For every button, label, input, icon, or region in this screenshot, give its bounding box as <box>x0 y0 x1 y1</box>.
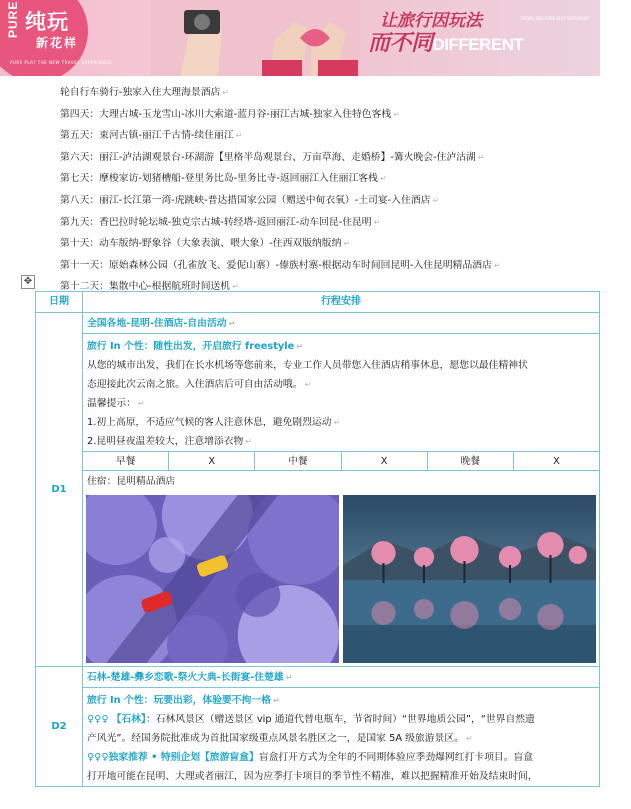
lunch-value: X <box>342 452 428 470</box>
hands-illustration <box>150 0 360 76</box>
dinner-label: 晚餐 <box>428 452 514 470</box>
day-content-d2 <box>83 667 599 786</box>
d1-photos <box>83 492 599 666</box>
d2-personality: 旅行 In 个性：玩要出彩，体验要不拘一格 ↵ <box>87 695 280 706</box>
itinerary-line: 第十二天：集散中心-根据航班时间送机 ↵ <box>60 281 239 293</box>
d1-tip2: 2.昆明昼夜温差较大，注意增添衣物 ↵ <box>87 436 253 447</box>
photo-lake-trees <box>343 495 596 663</box>
itinerary-line: 第八天：丽江-长江第一湾-虎跳峡-普达措国家公园（赠送中甸衣氧）-土司宴-入住酒店 ↵ <box>60 194 440 206</box>
d1-personality: 旅行 In 个性：随性出发，开启旅行 freestyle ↵ <box>87 341 303 352</box>
d1-details <box>83 334 599 451</box>
day-label-d2: D2 <box>36 667 83 786</box>
d1-route: 全国各地-昆明-住酒店-自由活动 ↵ <box>83 313 599 334</box>
d2-line3: ♀♀♀独家推荐 • 特别企划【旅游盲盒】盲盒打开方式为全年的不同期体验应季劲爆网红打卡项目。盲盒 <box>87 752 534 763</box>
itinerary-line: 第十一天：原始森林公园（孔雀放飞、爱伲山寨）-傣族村寨-根据动车时间回昆明-入住昆明精品酒店 ↵ <box>60 259 501 271</box>
d2-details <box>83 688 599 786</box>
brand-title: 纯玩 <box>25 10 69 34</box>
lunch-label: 中餐 <box>255 452 341 470</box>
itinerary-line: 第十天：动车版纳-野象谷（大象表演、喂大象）-住西双版纳版纳 ↵ <box>60 238 351 250</box>
itinerary-line: 第五天：束河古镇-丽江千古情-续住丽江 ↵ <box>60 130 243 142</box>
d1-desc-line1: 从您的城市出发，我们在长水机场等您前来，专业工作人员带您入住酒店稍事休息，愿您以最佳精神状 <box>87 360 528 371</box>
d1-meals-row <box>83 451 599 471</box>
itinerary-line: 第四天：大理古城-玉龙雪山-冰川大索道-蓝月谷-丽江古城-独家入住特色客栈 ↵ <box>60 108 400 120</box>
d1-lodging: 住宿：昆明精品酒店 <box>87 476 176 487</box>
day-content-d1 <box>83 313 599 666</box>
d2-line4: 打开地可能在昆明、大理或者丽江，因为应季打卡项目的季节性不精准，难以把握精准开始及结束时间， <box>87 771 538 782</box>
ad-caption: TRAVEL BECAUSE PLAY DIFFERENT <box>520 16 590 21</box>
itinerary-line: 轮自行车骑行-独家入住大理海景酒店 ↵ <box>60 87 229 98</box>
table-header-row <box>36 292 599 313</box>
brand-subtitle: 新花样 <box>36 36 79 50</box>
day-label-d1: D1 <box>36 313 83 666</box>
ad-slogan-cn: 而不同 <box>368 31 433 56</box>
header-date: 日期 <box>36 292 83 312</box>
d1-desc-line2: 态迎接此次云南之旅。入住酒店后可自由活动哦。 ↵ <box>87 379 312 390</box>
itinerary-line: 第七天：摩梭家访-划猪槽船-登里务比岛-里务比寺-返回丽江入住丽江客栈 ↵ <box>60 173 387 185</box>
header-banner <box>0 0 600 76</box>
itinerary-line: 第六天：丽江-泸沽湖观景台-环湖游【里格半岛观景台、万亩草海、走婚桥】-篝火晚会-住泸沽湖 ↵ <box>60 151 485 163</box>
d1-tip-title: 温馨提示： ↵ <box>87 398 145 409</box>
day-row-d2 <box>36 667 599 786</box>
day-row-d1 <box>36 313 599 667</box>
schedule-table <box>35 291 600 787</box>
ad-slogan-top: 让旅行因玩法 <box>380 11 482 31</box>
brand-tagline: PURE PLAY THE NEW TRAVEL EXPERIENCE <box>10 60 112 65</box>
header-schedule: 行程安排 <box>321 296 361 307</box>
ad-slogan-bottom <box>368 26 523 57</box>
d2-line1: ♀♀♀ 【石林】：石林风景区（赠送景区 vip 通道代替电瓶车，节省时间）“世界地质公园”，“世界自然遗 <box>87 714 535 725</box>
photo-jacaranda-road <box>86 495 339 663</box>
d1-tip1: 1.初上高原，不适应气候的客人注意休息，避免剧烈运动 ↵ <box>87 417 341 428</box>
table-move-handle-icon[interactable]: ✥ <box>21 275 35 289</box>
itinerary-list <box>60 82 580 298</box>
itinerary-line: 第九天：香巴拉时轮坛城-独克宗古城-转经塔-返回丽江-动车回昆-住昆明 ↵ <box>60 216 381 228</box>
d2-line2: 产风光”。经国务院批准成为首批国家级重点风景名胜区之一，是国家 5A 级旅游景区。 ↵ <box>87 733 473 744</box>
breakfast-label: 早餐 <box>83 452 169 470</box>
brand-pure-vertical: PURE <box>6 0 20 38</box>
dinner-value: X <box>553 456 560 467</box>
breakfast-value: X <box>169 452 255 470</box>
d2-route: 石林-楚雄-彝乡恋歌-祭火大典-长街宴-住楚雄 ↵ <box>83 667 599 688</box>
ad-slogan-en: DIFFERENT <box>432 35 524 54</box>
